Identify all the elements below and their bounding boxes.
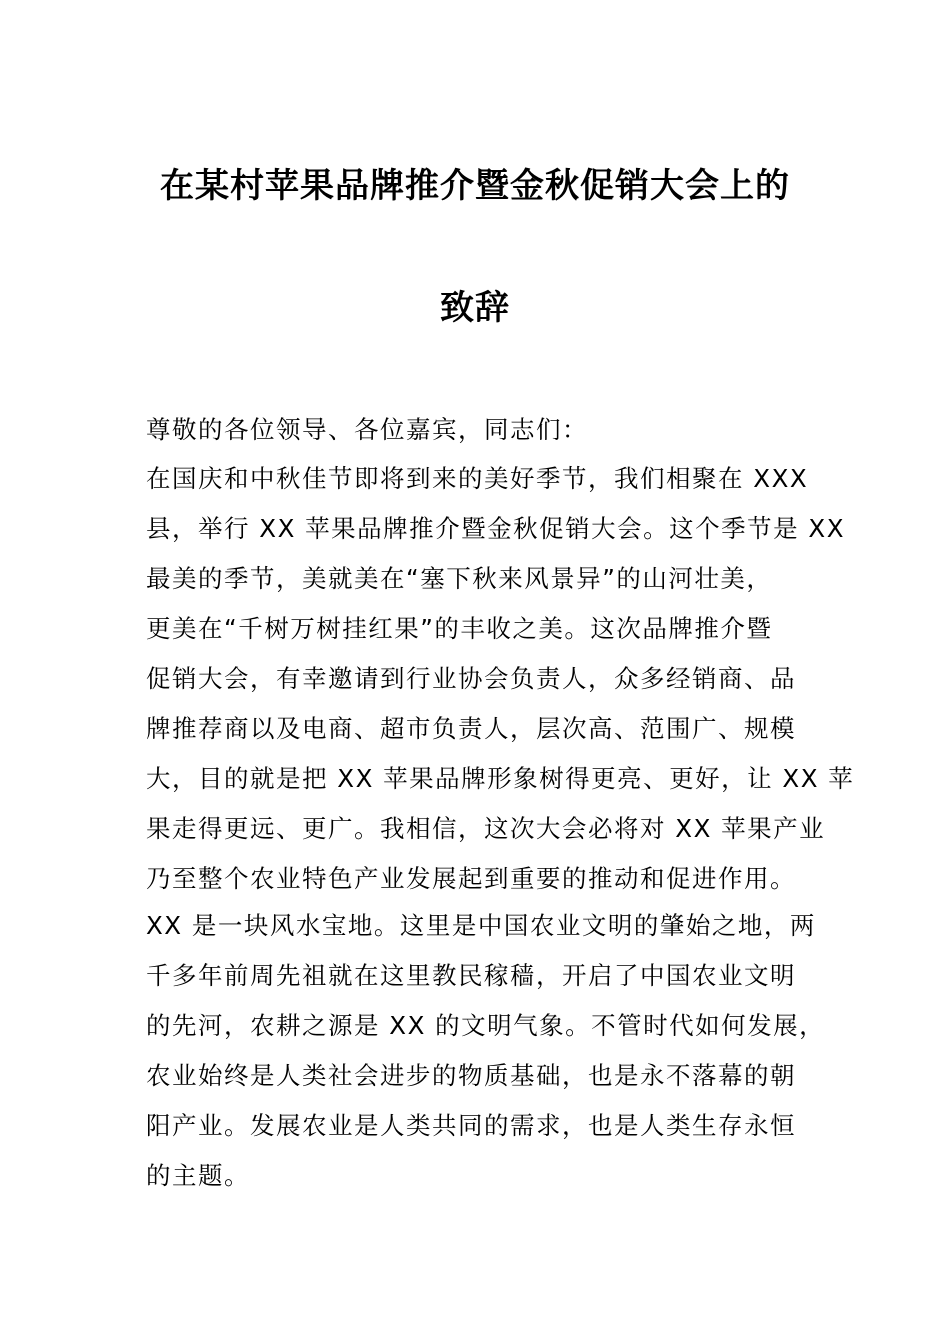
paragraph-line: XX 是一块风水宝地。这里是中国农业文明的肇始之地，两	[146, 911, 816, 940]
paragraph-line: 县，举行 XX 苹果品牌推介暨金秋促销大会。这个季节是 XX	[146, 514, 845, 543]
salutation-text: 尊敬的各位领导、各位嘉宾，同志们：	[146, 415, 588, 444]
paragraph-line: 的主题。	[146, 1161, 250, 1190]
paragraph-line: 更美在“千树万树挂红果”的丰收之美。这次品牌推介暨	[146, 614, 773, 643]
paragraph-line: 的先河，农耕之源是 XX 的文明气象。不管时代如何发展，	[146, 1011, 826, 1040]
paragraph-line: 牌推荐商以及电商、超市负责人，层次高、范围广、规模	[146, 714, 796, 743]
document-title-line-2: 致辞	[440, 288, 510, 328]
paragraph-line: 千多年前周先祖就在这里教民稼穑，开启了中国农业文明	[146, 961, 796, 990]
paragraph-line: 促销大会，有幸邀请到行业协会负责人，众多经销商、品	[146, 664, 796, 693]
paragraph-line: 阳产业。发展农业是人类共同的需求，也是人类生存永恒	[146, 1111, 796, 1140]
paragraph-line: 农业始终是人类社会进步的物质基础，也是永不落幕的朝	[146, 1061, 796, 1090]
paragraph-line: 大，目的就是把 XX 苹果品牌形象树得更亮、更好，让 XX 苹	[146, 764, 855, 793]
paragraph-line: 在国庆和中秋佳节即将到来的美好季节，我们相聚在 XXX	[146, 464, 809, 493]
paragraph-line: 乃至整个农业特色产业发展起到重要的推动和促进作用。	[146, 864, 796, 893]
paragraph-line: 最美的季节，美就美在“塞下秋来风景异”的山河壮美，	[146, 564, 773, 593]
paragraph-line: 果走得更远、更广。我相信，这次大会必将对 XX 苹果产业	[146, 814, 826, 843]
document-title-line-1: 在某村苹果品牌推介暨金秋促销大会上的	[160, 166, 790, 206]
